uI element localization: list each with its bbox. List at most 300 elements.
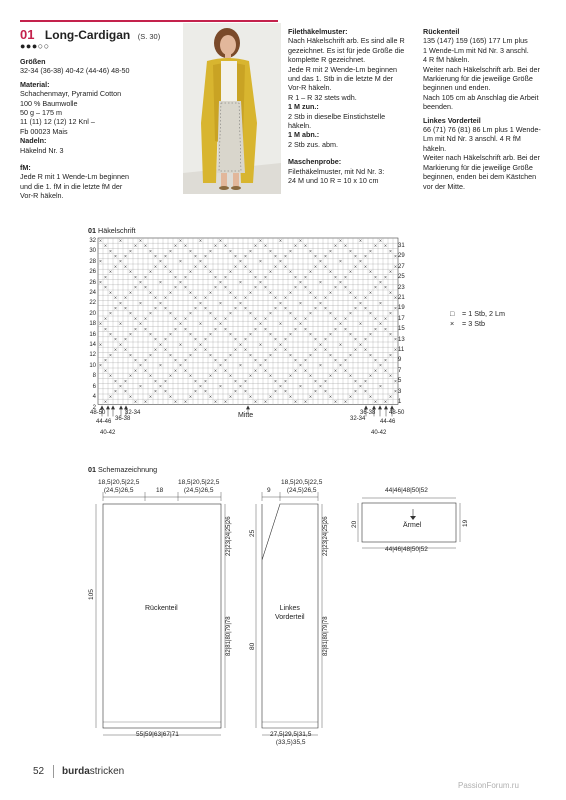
block-stitch-mark: × [279, 300, 282, 307]
block-stitch-mark: × [144, 368, 147, 375]
block-stitch-mark: × [174, 316, 177, 323]
size-mark: 48-50 [90, 410, 106, 416]
block-stitch-mark: × [354, 295, 357, 302]
block-stitch-mark: × [194, 389, 197, 396]
block-stitch-mark: × [114, 264, 117, 271]
block-stitch-mark: × [234, 295, 237, 302]
block-stitch-mark: × [254, 399, 257, 406]
block-stitch-mark: × [164, 378, 167, 385]
block-stitch-mark: × [109, 332, 112, 338]
block-stitch-mark: × [109, 311, 112, 318]
block-stitch-mark: × [319, 384, 322, 390]
block-stitch-mark: × [249, 394, 252, 401]
block-stitch-mark: × [199, 342, 202, 349]
block-stitch-mark: × [334, 274, 337, 281]
block-stitch-mark: × [204, 389, 207, 396]
block-stitch-mark: × [174, 243, 177, 250]
block-stitch-mark: × [384, 316, 387, 323]
block-stitch-mark: × [229, 394, 232, 401]
back-body-dim: 82|81|80|79|78 [226, 616, 232, 656]
block-stitch-mark: × [274, 295, 277, 302]
block-stitch-mark: × [269, 373, 272, 380]
block-stitch-mark: × [369, 248, 372, 255]
block-stitch-mark: × [229, 269, 232, 276]
block-stitch-mark: × [319, 363, 322, 370]
block-stitch-mark: × [184, 326, 187, 333]
row-label: 13 [398, 336, 405, 343]
block-stitch-mark: × [124, 347, 127, 354]
block-stitch-mark: × [204, 306, 207, 312]
block-stitch-mark: × [379, 300, 382, 307]
block-stitch-mark: × [169, 332, 172, 338]
block-stitch-mark: × [244, 337, 247, 344]
block-stitch-mark: × [294, 326, 297, 333]
block-stitch-mark: × [199, 384, 202, 390]
block-stitch-mark: × [364, 306, 367, 312]
block-stitch-mark: × [229, 311, 232, 318]
front-top-left-dim: 9 [267, 487, 271, 494]
block-stitch-mark: × [309, 332, 312, 338]
block-stitch-mark: × [234, 264, 237, 271]
block-stitch-mark: × [284, 378, 287, 385]
block-stitch-mark: × [214, 399, 217, 406]
block-stitch-mark: × [129, 311, 132, 318]
block-stitch-mark: × [349, 248, 352, 255]
block-stitch-mark: × [329, 352, 332, 359]
block-stitch-mark: × [209, 373, 212, 380]
block-stitch-mark: × [364, 295, 367, 302]
block-stitch-mark: × [134, 243, 137, 250]
block-stitch-mark: × [254, 358, 257, 364]
block-stitch-mark: × [369, 311, 372, 318]
block-stitch-mark: × [379, 238, 382, 245]
block-stitch-mark: × [219, 363, 222, 370]
block-stitch-mark: × [169, 290, 172, 297]
block-stitch-mark: × [244, 264, 247, 271]
block-stitch-mark: × [279, 238, 282, 245]
size-mark: 32-34 [125, 410, 141, 416]
block-stitch-mark: × [359, 300, 362, 307]
row-label: 20 [89, 310, 96, 317]
block-stitch-mark: × [159, 342, 162, 349]
block-stitch-mark: × [99, 363, 102, 370]
block-stitch-mark: × [254, 285, 257, 292]
block-stitch-mark: × [149, 352, 152, 359]
row-label: 22 [89, 300, 96, 307]
block-stitch-mark: × [329, 248, 332, 255]
block-stitch-mark: × [259, 238, 262, 245]
block-stitch-mark: × [189, 352, 192, 359]
front-armhole-dim: 22|23|24|25|26 [323, 516, 329, 556]
block-stitch-mark: × [269, 290, 272, 297]
block-stitch-mark: × [269, 269, 272, 276]
needles-heading: Nadeln: [20, 136, 47, 146]
block-stitch-mark: × [324, 295, 327, 302]
sleeve-left-dim: 20 [351, 520, 358, 528]
block-stitch-mark: × [139, 384, 142, 390]
block-stitch-mark: × [309, 311, 312, 318]
block-stitch-mark: × [334, 358, 337, 364]
block-stitch-mark: × [294, 316, 297, 323]
size-mark: 44-46 [96, 419, 112, 425]
block-stitch-mark: × [129, 352, 132, 359]
block-stitch-mark: × [379, 363, 382, 370]
back-line: Weiter nach Häkelschrift arb. Bei der [423, 64, 540, 74]
block-stitch-mark: × [164, 306, 167, 312]
block-stitch-mark: × [164, 295, 167, 302]
block-stitch-mark: × [154, 389, 157, 396]
difficulty-rating: ●●●○○ [20, 41, 50, 51]
filet-line: Jede R mit 2 Wende-Lm beginnen [288, 64, 397, 74]
block-stitch-mark: × [109, 394, 112, 401]
block-stitch-mark: × [179, 342, 182, 349]
block-stitch-mark: × [274, 306, 277, 312]
block-stitch-mark: × [349, 269, 352, 276]
increase-line: häkeln. [288, 121, 312, 131]
sizes-value: 32-34 (36-38) 40-42 (44-46) 48-50 [20, 66, 130, 76]
block-stitch-mark: × [234, 337, 237, 344]
block-stitch-mark: × [314, 254, 317, 260]
block-stitch-mark: × [179, 259, 182, 266]
block-stitch-mark: × [179, 321, 182, 328]
block-stitch-mark: × [339, 363, 342, 370]
block-stitch-mark: × [264, 274, 267, 281]
block-stitch-mark: × [204, 337, 207, 344]
block-stitch-mark: × [249, 332, 252, 338]
block-stitch-mark: × [309, 373, 312, 380]
block-stitch-mark: × [384, 326, 387, 333]
block-stitch-mark: × [204, 264, 207, 271]
block-stitch-mark: × [124, 295, 127, 302]
block-stitch-mark: × [354, 378, 357, 385]
block-stitch-mark: × [139, 300, 142, 307]
size-mark: 32-34 [350, 416, 366, 422]
block-stitch-mark: × [174, 326, 177, 333]
block-stitch-mark: × [114, 254, 117, 260]
material-line: Schachenmayr, Pyramid Cotton [20, 89, 122, 99]
row-label: 8 [92, 373, 96, 380]
block-stitch-mark: × [354, 389, 357, 396]
block-stitch-mark: × [349, 352, 352, 359]
block-stitch-mark: × [149, 290, 152, 297]
block-stitch-mark: × [114, 295, 117, 302]
block-stitch-mark: × [209, 248, 212, 255]
row-label: 14 [89, 342, 96, 349]
block-stitch-mark: × [384, 368, 387, 375]
row-label: 18 [89, 321, 96, 328]
block-stitch-mark: × [384, 285, 387, 292]
block-stitch-mark: × [264, 399, 267, 406]
block-stitch-mark: × [184, 274, 187, 281]
block-stitch-mark: × [324, 389, 327, 396]
back-heading: Rückenteil [423, 27, 460, 36]
block-stitch-mark: × [229, 373, 232, 380]
block-stitch-mark: × [234, 378, 237, 385]
material-heading: Material: [20, 79, 50, 89]
block-stitch-mark: × [174, 399, 177, 406]
block-stitch-mark: × [344, 399, 347, 406]
block-stitch-mark: × [159, 363, 162, 370]
block-stitch-mark: × [304, 274, 307, 281]
back-top-mid-dim: 18 [156, 487, 164, 494]
block-stitch-mark: × [224, 368, 227, 375]
block-stitch-mark: × [254, 368, 257, 375]
block-stitch-mark: × [314, 264, 317, 271]
material-line: 50 g – 175 m [20, 108, 62, 118]
block-stitch-mark: × [204, 347, 207, 354]
material-line: 100 % Baumwolle [20, 98, 78, 108]
block-stitch-mark: × [144, 285, 147, 292]
block-stitch-mark: × [104, 399, 107, 406]
block-stitch-mark: × [204, 254, 207, 260]
block-stitch-mark: × [339, 321, 342, 328]
block-stitch-mark: × [229, 290, 232, 297]
block-stitch-mark: × [244, 378, 247, 385]
block-stitch-mark: × [339, 342, 342, 349]
row-label: 3 [398, 388, 402, 395]
block-stitch-mark: × [334, 243, 337, 250]
block-stitch-mark: × [329, 311, 332, 318]
block-stitch-mark: × [179, 363, 182, 370]
block-stitch-mark: × [194, 378, 197, 385]
block-stitch-mark: × [289, 332, 292, 338]
block-stitch-mark: × [104, 274, 107, 281]
block-stitch-mark: × [124, 337, 127, 344]
block-stitch-mark: × [119, 238, 122, 245]
block-stitch-mark: × [144, 316, 147, 323]
block-stitch-mark: × [194, 254, 197, 260]
page-reference: (S. 30) [137, 32, 161, 41]
block-stitch-mark: × [214, 368, 217, 375]
left-front-line: beginnen, enden bei dem Kästchen [423, 172, 537, 182]
row-label: 23 [398, 284, 405, 291]
dim-text: 27,5|29,5|31,5 [270, 731, 312, 738]
block-stitch-mark: × [299, 321, 302, 328]
increase-line: 2 Stb in dieselbe Einstichstelle [288, 111, 386, 121]
brand-light: stricken [89, 766, 125, 777]
block-stitch-mark: × [234, 389, 237, 396]
block-stitch-mark: × [244, 254, 247, 260]
back-line: 135 (147) 159 (165) 177 Lm plus [423, 36, 528, 46]
block-stitch-mark: × [344, 368, 347, 375]
block-stitch-mark: × [369, 352, 372, 359]
block-stitch-mark: × [349, 311, 352, 318]
block-stitch-mark: × [129, 394, 132, 401]
block-stitch-mark: × [204, 378, 207, 385]
block-stitch-mark: × [354, 347, 357, 354]
block-stitch-mark: × [214, 316, 217, 323]
block-stitch-mark: × [389, 352, 392, 359]
block-stitch-mark: × [294, 399, 297, 406]
left-front-heading: Linkes Vorderteil [423, 115, 481, 125]
block-stitch-mark: × [154, 347, 157, 354]
block-stitch-mark: × [119, 321, 122, 328]
block-stitch-mark: × [219, 280, 222, 286]
block-stitch-mark: × [209, 290, 212, 297]
left-front-line: Lm mit Nd Nr. 3 anschl. 4 R fM [423, 134, 521, 144]
block-stitch-mark: × [129, 332, 132, 338]
block-stitch-mark: × [389, 290, 392, 297]
block-stitch-mark: × [344, 285, 347, 292]
cross-symbol: × [450, 319, 455, 328]
block-stitch-mark: × [239, 342, 242, 349]
block-stitch-mark: × [149, 269, 152, 276]
back-height-dim: 105 [88, 589, 95, 600]
block-stitch-mark: × [369, 332, 372, 338]
block-stitch-mark: × [294, 358, 297, 364]
block-stitch-mark: × [394, 378, 397, 385]
schema-number: 01 [88, 465, 96, 474]
fm-line: Jede R mit 1 Wende-Lm beginnen [20, 172, 129, 182]
block-stitch-mark: × [254, 326, 257, 333]
block-stitch-mark: × [259, 321, 262, 328]
block-stitch-mark: × [244, 389, 247, 396]
block-stitch-mark: × [389, 311, 392, 318]
block-stitch-mark: × [309, 269, 312, 276]
row-label: 26 [89, 279, 96, 286]
block-stitch-mark: × [394, 347, 397, 354]
block-stitch-mark: × [284, 306, 287, 312]
block-stitch-mark: × [214, 285, 217, 292]
block-stitch-mark: × [344, 326, 347, 333]
block-stitch-mark: × [249, 269, 252, 276]
block-stitch-mark: × [234, 306, 237, 312]
block-stitch-mark: × [324, 378, 327, 385]
material-line: Fb 00023 Mais [20, 126, 68, 136]
block-stitch-mark: × [204, 295, 207, 302]
block-stitch-mark: × [109, 269, 112, 276]
gauge-line: 24 M und 10 R = 10 x 10 cm [288, 176, 379, 186]
block-stitch-mark: × [274, 254, 277, 260]
block-stitch-mark: × [99, 280, 102, 286]
block-stitch-mark: × [184, 316, 187, 323]
block-stitch-mark: × [349, 332, 352, 338]
block-stitch-mark: × [364, 264, 367, 271]
left-front-line: häkeln. [423, 143, 447, 153]
block-stitch-mark: × [269, 311, 272, 318]
block-stitch-mark: × [154, 337, 157, 344]
block-stitch-mark: × [314, 337, 317, 344]
sleeve-bottom-dim: 44|46|48|50|52 [385, 546, 428, 553]
left-front-line: Weiter nach Häkelschrift arb. Bei der [423, 153, 540, 163]
row-label: 16 [89, 331, 96, 338]
block-stitch-mark: × [344, 243, 347, 250]
block-stitch-mark: × [224, 316, 227, 323]
block-stitch-mark: × [199, 259, 202, 266]
block-stitch-mark: × [109, 290, 112, 297]
block-stitch-mark: × [104, 243, 107, 250]
block-stitch-mark: × [219, 384, 222, 390]
block-stitch-mark: × [114, 306, 117, 312]
block-stitch-mark: × [109, 373, 112, 380]
block-stitch-mark: × [269, 394, 272, 401]
block-stitch-mark: × [304, 326, 307, 333]
block-stitch-mark: × [339, 259, 342, 266]
block-stitch-mark: × [324, 306, 327, 312]
block-stitch-mark: × [169, 373, 172, 380]
back-line: 4 R fM häkeln. [423, 55, 470, 65]
block-stitch-mark: × [99, 259, 102, 266]
block-stitch-mark: × [284, 347, 287, 354]
open-mesh-symbol: □ [450, 309, 455, 318]
back-line: beginnen und enden. [423, 83, 491, 93]
block-stitch-mark: × [194, 306, 197, 312]
front-neck-dim: 25 [249, 529, 256, 537]
block-stitch-mark: × [244, 295, 247, 302]
fm-heading: fM: [20, 163, 31, 173]
size-mark: 44-46 [380, 419, 396, 425]
block-stitch-mark: × [144, 399, 147, 406]
row-label: 4 [92, 394, 96, 401]
block-stitch-mark: × [364, 347, 367, 354]
chart-number: 01 [88, 226, 96, 235]
block-stitch-mark: × [159, 280, 162, 286]
row-label: 11 [398, 347, 405, 354]
row-label: 25 [398, 274, 405, 281]
filet-line: R 1 – R 32 stets wdh. [288, 92, 357, 102]
block-stitch-mark: × [364, 389, 367, 396]
block-stitch-mark: × [209, 269, 212, 276]
row-label: 27 [398, 263, 405, 270]
size-mark: 48-50 [389, 410, 405, 416]
row-label: 24 [89, 290, 96, 297]
block-stitch-mark: × [289, 311, 292, 318]
block-stitch-mark: × [219, 300, 222, 307]
fm-line: und die 1. fM in die letzte fM der [20, 181, 123, 191]
block-stitch-mark: × [214, 274, 217, 281]
chart-name: Häkelschrift [98, 226, 136, 235]
block-stitch-mark: × [354, 264, 357, 271]
block-stitch-mark: × [369, 373, 372, 380]
filet-line: komplette R gezeichnet. [288, 55, 366, 65]
row-label: 21 [398, 295, 405, 302]
block-stitch-mark: × [259, 259, 262, 266]
block-stitch-mark: × [199, 300, 202, 307]
block-stitch-mark: × [184, 358, 187, 364]
left-front-line: 66 (71) 76 (81) 86 Lm plus 1 Wende- [423, 125, 541, 135]
sizes-heading: Größen [20, 57, 46, 66]
front-piece-label [275, 604, 305, 622]
block-stitch-mark: × [314, 378, 317, 385]
back-line: 1 Wende-Lm mit Nd Nr. 3 anschl. [423, 45, 529, 55]
block-stitch-mark: × [289, 373, 292, 380]
block-stitch-mark: × [169, 248, 172, 255]
material-line: 11 (11) 12 (12) 12 Knl – [20, 117, 95, 127]
back-line: Markierung für die jeweilige Größe [423, 74, 533, 84]
block-stitch-mark: × [194, 295, 197, 302]
block-stitch-mark: × [314, 295, 317, 302]
block-stitch-mark: × [339, 280, 342, 286]
sleeve-right-dim: 19 [462, 519, 469, 527]
dim-text: 18,5|20,5|22,5 [281, 479, 323, 486]
block-stitch-mark: × [249, 352, 252, 359]
row-label: 19 [398, 305, 405, 312]
block-stitch-mark: × [309, 352, 312, 359]
block-stitch-mark: × [284, 254, 287, 260]
block-stitch-mark: × [189, 394, 192, 401]
left-front-line: vor der Mitte. [423, 181, 465, 191]
block-stitch-mark: × [349, 290, 352, 297]
back-armhole-dim: 22|23|24|25|26 [226, 516, 232, 556]
block-stitch-mark: × [269, 248, 272, 255]
block-stitch-mark: × [109, 352, 112, 359]
block-stitch-mark: × [224, 243, 227, 250]
block-stitch-mark: × [169, 311, 172, 318]
block-stitch-mark: × [364, 254, 367, 260]
block-stitch-mark: × [359, 321, 362, 328]
block-stitch-mark: × [149, 373, 152, 380]
block-stitch-mark: × [189, 248, 192, 255]
